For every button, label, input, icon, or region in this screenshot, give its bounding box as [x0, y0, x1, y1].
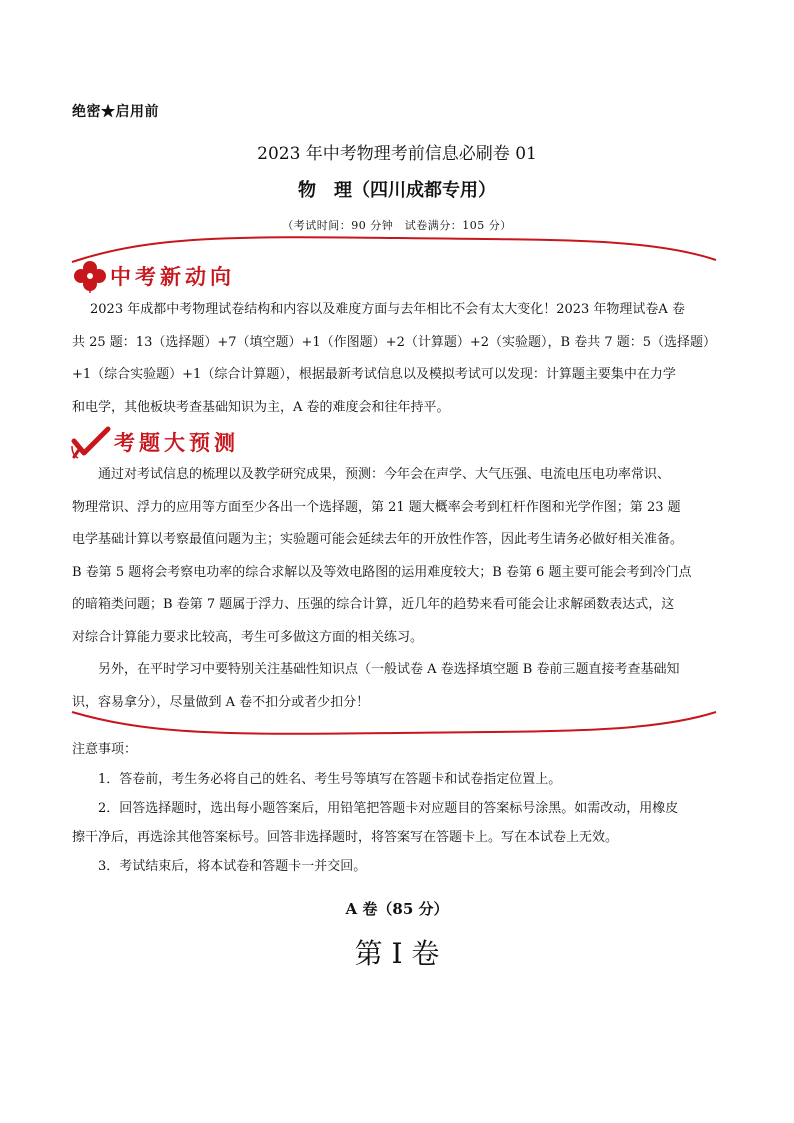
text-line: 物理常识、浮力的应用等方面至少各出一个选择题，第 21 题大概率会考到杠杆作图和光学作图；第 23 题 [72, 499, 681, 515]
notice-item: 3．考试结束后，将本试卷和答题卡一并交回。 [72, 859, 367, 874]
notice-item: 擦干净后，再选涂其他答案标号。回答非选择题时，将答案写在答题卡上。写在本试卷上无效。 [72, 830, 619, 845]
section-heading-prediction [70, 425, 239, 459]
section-heading-trends-label: 中考新动向 [110, 265, 235, 289]
text-line: 通过对考试信息的梳理以及教学研究成果，预测：今年会在声学、大气压强、电流电压电功率常识、 [72, 467, 671, 482]
section-heading-prediction-label: 考题大预测 [114, 431, 239, 455]
text-line: 对综合计算能力要求比较高，考生可多做这方面的相关练习。 [72, 629, 424, 645]
text-line: 的暗箱类问题；B 卷第 7 题属于浮力、压强的综合计算，近几年的趋势来看可能会让求解函数表达式，这 [72, 597, 675, 612]
notice-item: 1．答卷前，考生务必将自己的姓名、考生号等填写在答题卡和试卷指定位置上。 [72, 772, 562, 787]
text-line: 电学基础计算以考察最值问题为主；实验题可能会延续去年的开放性作答，因此考生请务必做好相关准备。 [72, 532, 684, 547]
section-heading-trends [70, 259, 235, 293]
volume-a-label: A 卷（85 分） [345, 900, 449, 918]
notice-list [72, 765, 722, 881]
text-line: 识，容易拿分），尽量做到 A 卷不扣分或者少扣分！ [72, 694, 370, 710]
text-line: +1（综合实验题）+1（综合计算题），根据最新考试信息以及模拟考试可以发现：计算题主要集中在力学 [72, 367, 676, 382]
clover-icon [70, 259, 110, 293]
checkmark-icon [70, 425, 114, 459]
confidential-label: 绝密★启用前 [72, 104, 159, 120]
text-line: 和电学，其他板块考查基础知识为主，A 卷的难度会和往年持平。 [72, 399, 450, 415]
text-line: 2023 年成都中考物理试卷结构和内容以及难度方面与去年相比不会有太大变化！2023 年物理试卷A 卷 [90, 302, 685, 317]
text-line: 共 25 题：13（选择题）+7（填空题）+1（作图题）+2（计算题）+2（实验题），B 卷共 7 题：5（选择题） [72, 334, 716, 350]
trends-paragraph [72, 294, 722, 424]
extra-paragraph [72, 654, 722, 719]
prediction-paragraph [72, 459, 722, 654]
text-line: B 卷第 5 题将会考察电功率的综合求解以及等效电路图的运用难度较大；B 卷第 6 题主要可能会考到冷门点 [72, 564, 692, 580]
notice-item: 2．回答选择题时，选出每小题答案后，用铅笔把答题卡对应题目的答案标号涂黑。如需改动，用橡皮 [72, 801, 679, 816]
exam-info: （考试时间：90 分钟 试卷满分：105 分） [282, 219, 512, 232]
exam-subject: 物 理（四川成都专用） [298, 180, 496, 201]
notice-title: 注意事项： [72, 742, 138, 757]
text-line: 另外，在平时学习中要特别关注基础性知识点（一般试卷 A 卷选择填空题 B 卷前三题直接考查基础知 [72, 662, 680, 677]
part-one-label: 第 I 卷 [354, 937, 440, 970]
exam-title: 2023 年中考物理考前信息必刷卷 01 [257, 144, 537, 164]
